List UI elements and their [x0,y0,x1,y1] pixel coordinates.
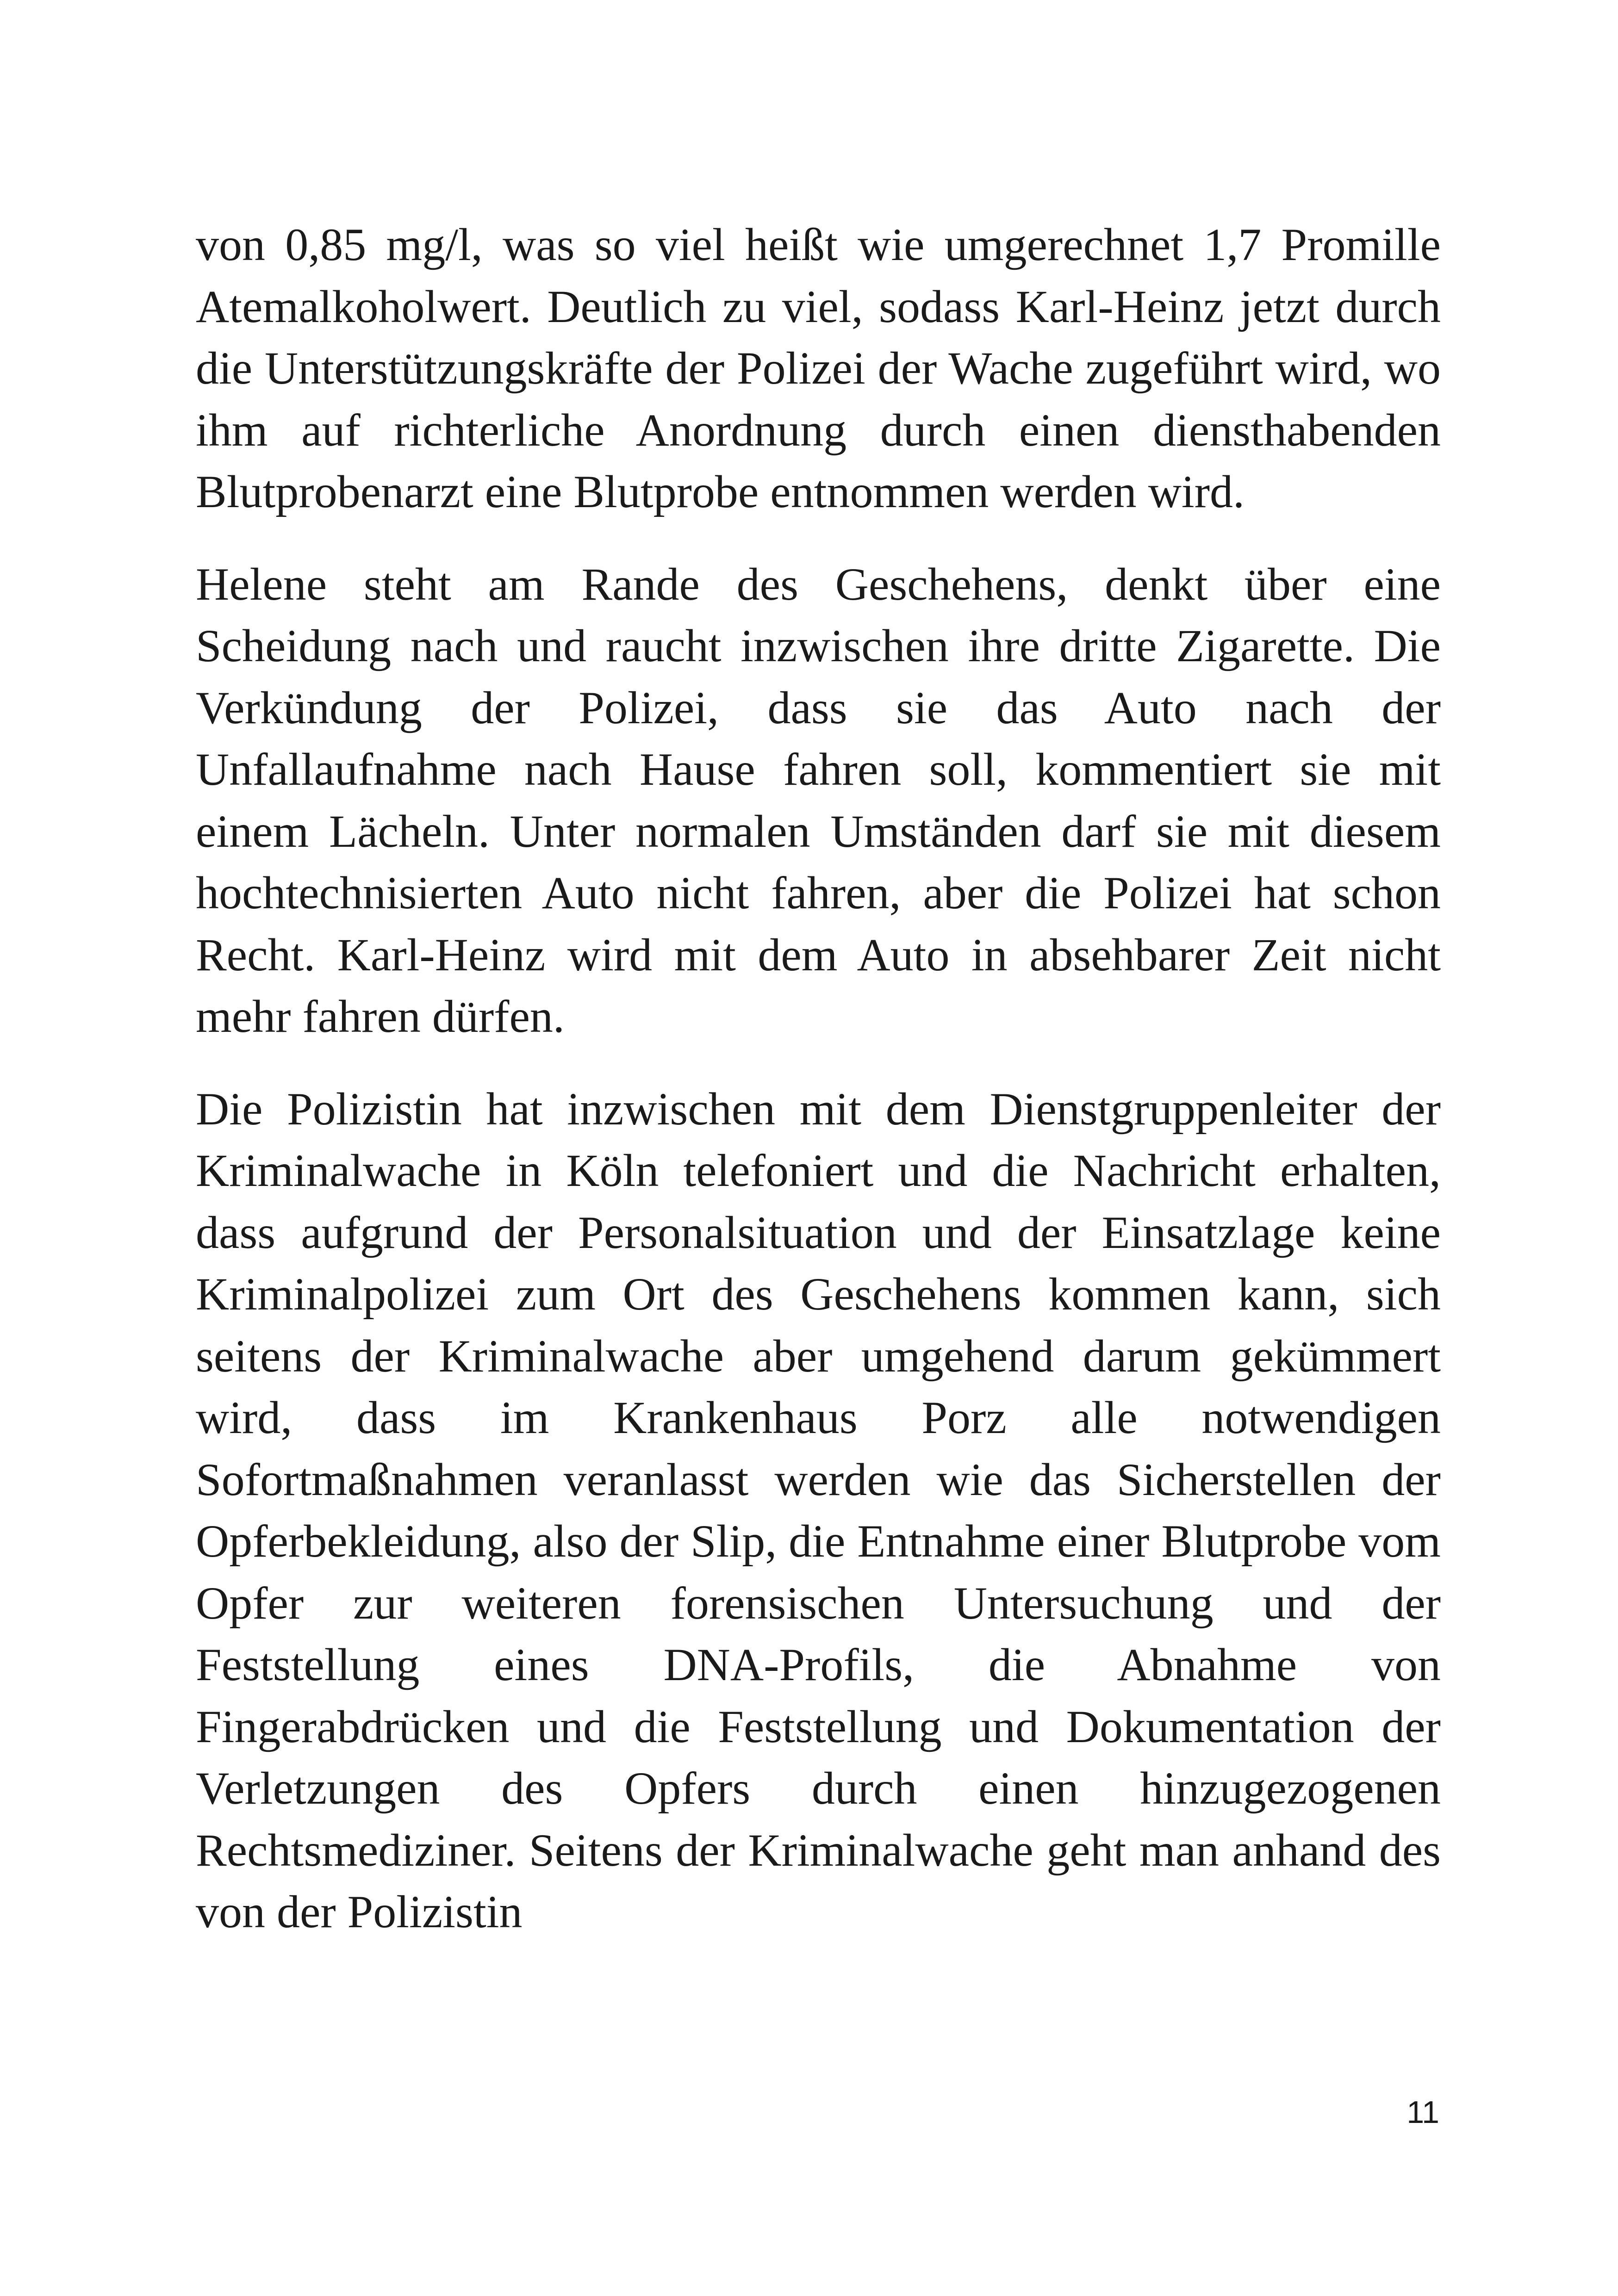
body-text [196,214,1441,1973]
paragraph-3: Die Polizistin hat inzwischen mit dem Dienstgruppenleiter der Kriminalwache in Köln telefoniert und die Nachricht erhalten, dass aufgrund der Personalsituation und der Einsatzlage keine Kriminalpolizei zum Ort des Geschehens kommen kann, sich seitens der Kriminalwache aber umgehend darum gekümmert wird, dass im Krankenhaus Porz alle notwendigen Sofortmaßnahmen veranlasst werden wie das Sicherstellen der Opferbekleidung, also der Slip, die Entnahme einer Blutprobe vom Opfer zur weiteren forensischen Untersuchung und der Feststellung eines DNA-Profils, die Abnahme von Fingerabdrücken und die Feststellung und Dokumentation der Verletzungen des Opfers durch einen hinzugezogenen Rechtsmediziner. Seitens der Kriminalwache geht man anhand des von der Polizistin [196,1083,1441,1937]
paragraph-1: von 0,85 mg/l, was so viel heißt wie umgerechnet 1,7 Promille Atemalkoholwert. Deutlich zu viel, sodass Karl-Heinz jetzt durch die Unterstützungskräfte der Polizei der Wache zugeführt wird, wo ihm auf richterliche Anordnung durch einen diensthabenden Blutprobenarzt eine Blutprobe entnommen werden wird. [196,219,1441,517]
page-number: 11 [1406,2095,1439,2130]
paragraph-2: Helene steht am Rande des Geschehens, denkt über eine Scheidung nach und raucht inzwischen ihre dritte Zigarette. Die Verkündung der Polizei, dass sie das Auto nach der Unfallaufnahme nach Hause fahren soll, kommentiert sie mit einem Lächeln. Unter normalen Umständen darf sie mit diesem hochtechnisierten Auto nicht fahren, aber die Polizei hat schon Recht. Karl-Heinz wird mit dem Auto in absehbarer Zeit nicht mehr fahren dürfen. [196,558,1441,1042]
